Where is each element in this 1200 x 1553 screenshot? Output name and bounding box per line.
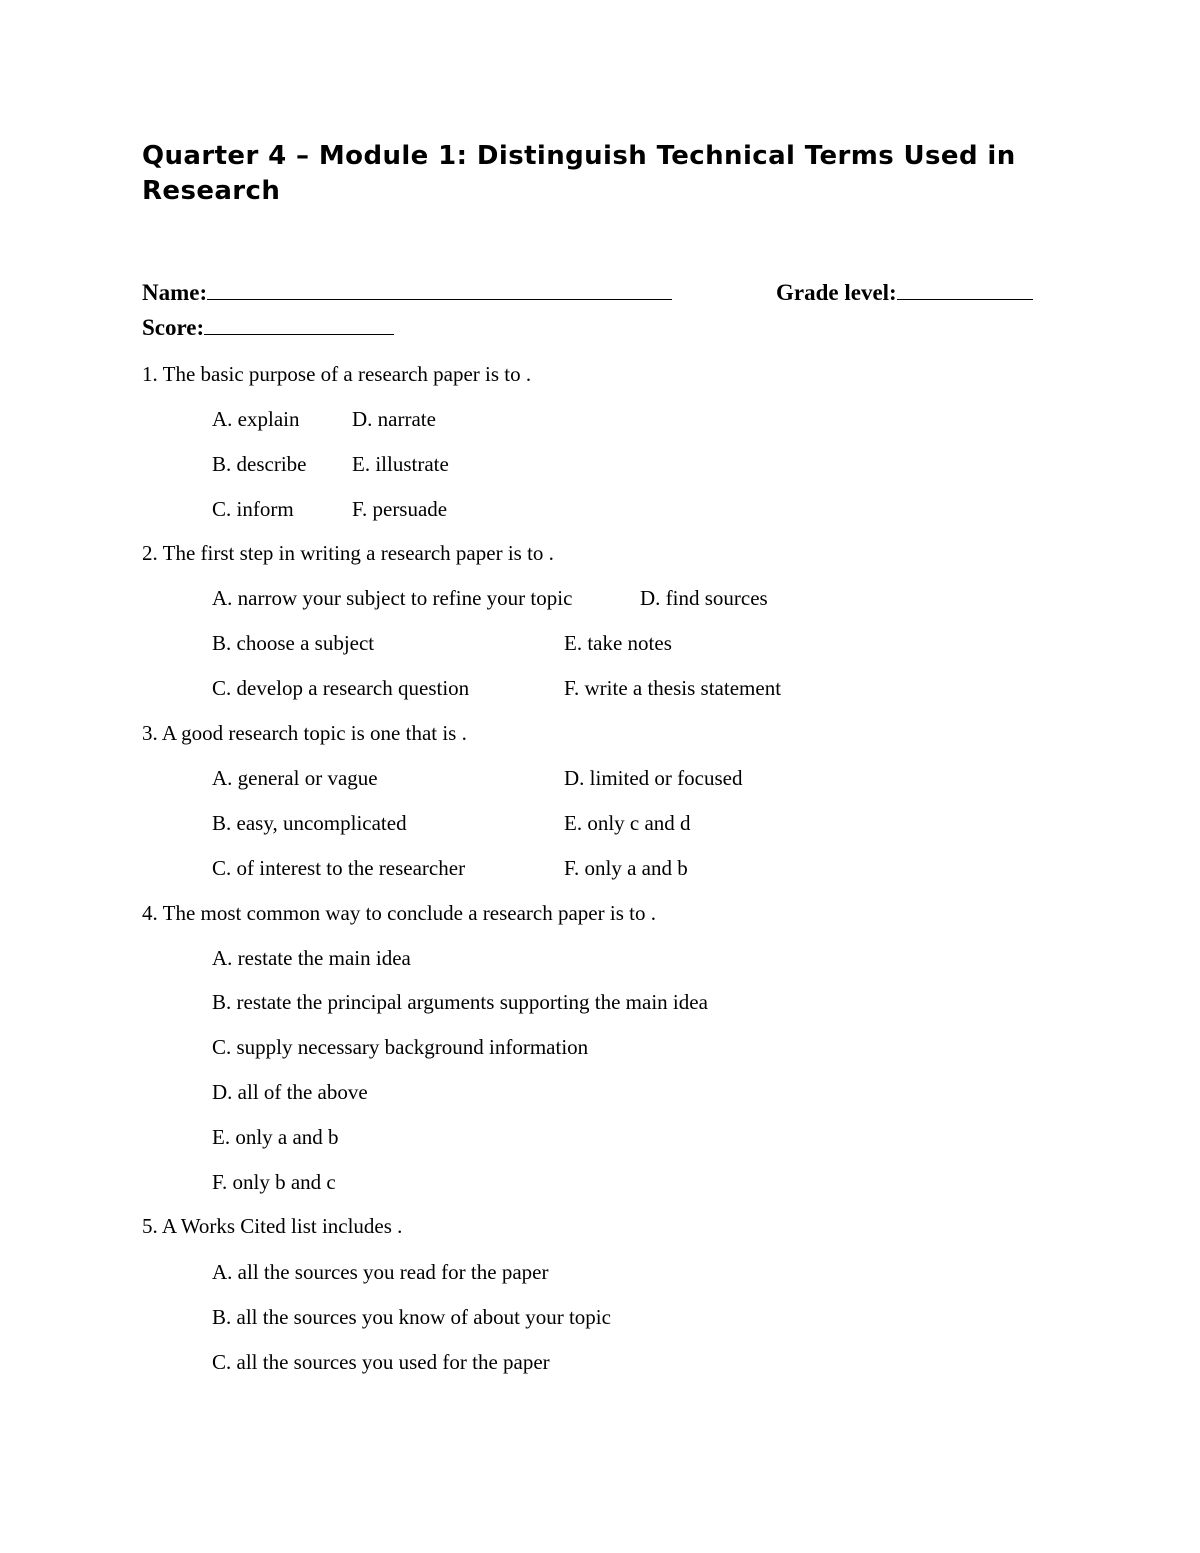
question-1-option-d: D. narrate <box>352 407 436 431</box>
question-5: 5. A Works Cited list includes . <box>142 1214 403 1238</box>
score-field <box>142 313 394 343</box>
question-3-option-a: A. general or vague <box>212 766 378 790</box>
question-3-option-d: D. limited or focused <box>564 766 743 790</box>
question-1-option-b: B. describe <box>212 452 307 476</box>
grade-level-field <box>776 278 1033 308</box>
question-2-option-a: A. narrow your subject to refine your topic <box>212 586 573 610</box>
question-4-option-b: B. restate the principal arguments supporting the main idea <box>212 990 708 1014</box>
name-label: Name: <box>142 280 208 305</box>
question-1-option-e: E. illustrate <box>352 452 449 476</box>
question-1: 1. The basic purpose of a research paper is to . <box>142 362 532 386</box>
question-4-option-a: A. restate the main idea <box>212 946 411 970</box>
score-label: Score: <box>142 315 205 340</box>
page-title: Quarter 4 – Module 1: Distinguish Technical Terms Used in Research <box>142 141 1016 206</box>
question-1-option-a: A. explain <box>212 407 300 431</box>
question-4-option-e: E. only a and b <box>212 1125 339 1149</box>
question-2: 2. The first step in writing a research paper is to . <box>142 541 554 565</box>
score-blank[interactable] <box>204 313 394 335</box>
name-field <box>142 278 672 308</box>
question-2-option-d: D. find sources <box>640 586 768 610</box>
question-4-option-d: D. all of the above <box>212 1080 368 1104</box>
question-2-option-f: F. write a thesis statement <box>564 676 782 700</box>
question-5-option-b: B. all the sources you know of about your topic <box>212 1305 611 1329</box>
question-4: 4. The most common way to conclude a research paper is to . <box>142 901 656 925</box>
question-3-option-f: F. only a and b <box>564 856 688 880</box>
question-3-option-e: E. only c and d <box>564 811 691 835</box>
question-3-option-c: C. of interest to the researcher <box>212 856 466 880</box>
question-2-option-b: B. choose a subject <box>212 631 375 655</box>
question-5-option-a: A. all the sources you read for the paper <box>212 1260 549 1284</box>
question-2-option-c: C. develop a research question <box>212 676 470 700</box>
question-1-option-f: F. persuade <box>352 497 448 521</box>
question-1-option-c: C. inform <box>212 497 294 521</box>
grade-level-blank[interactable] <box>897 278 1033 300</box>
question-3: 3. A good research topic is one that is . <box>142 721 467 745</box>
name-blank[interactable] <box>207 278 672 300</box>
question-4-option-f: F. only b and c <box>212 1170 336 1194</box>
question-3-option-b: B. easy, uncomplicated <box>212 811 407 835</box>
question-4-option-c: C. supply necessary background information <box>212 1035 589 1059</box>
grade-level-label: Grade level: <box>776 280 897 305</box>
question-5-option-c: C. all the sources you used for the paper <box>212 1350 550 1374</box>
question-2-option-e: E. take notes <box>564 631 672 655</box>
